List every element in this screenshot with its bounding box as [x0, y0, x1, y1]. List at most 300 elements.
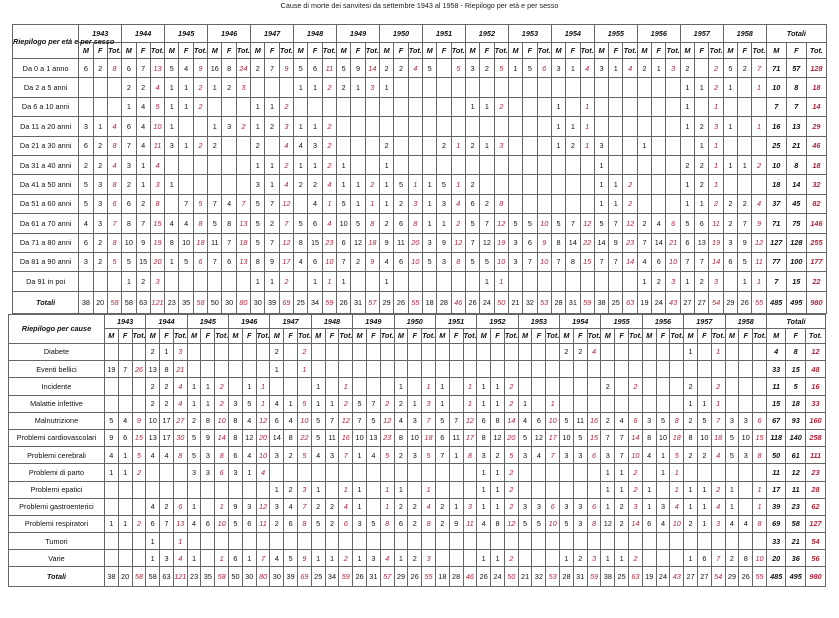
cell-f [449, 395, 463, 412]
cell-m: 6 [723, 252, 737, 271]
year-header: 1951 [435, 315, 476, 329]
cell-m [104, 344, 118, 361]
cell-tot: 2 [629, 481, 643, 498]
total-m: 50 [229, 567, 243, 587]
table-row [9, 533, 826, 550]
cell-f [573, 361, 587, 378]
cell-f [179, 175, 193, 194]
cell-tot: 8 [422, 515, 436, 532]
cell-m: 11 [208, 233, 222, 252]
row-total-tot: 82 [806, 194, 826, 213]
cell-m [477, 533, 491, 550]
cell-m: 2 [601, 378, 615, 395]
cell-tot [580, 78, 594, 97]
cell-f [93, 78, 107, 97]
cell-f: 7 [695, 252, 709, 271]
cell-tot [670, 550, 684, 567]
cell-f: 13 [366, 429, 380, 446]
row-total-f: 14 [786, 175, 806, 194]
cell-f: 8 [566, 252, 580, 271]
cell-m [229, 361, 243, 378]
cell-tot: 2 [132, 464, 146, 481]
sub-header-tot: Tot. [546, 329, 560, 344]
cell-m: 1 [601, 464, 615, 481]
total-tot: 63 [629, 567, 643, 587]
total-f: 24 [480, 291, 494, 313]
grand-total-tot: 980 [806, 291, 826, 313]
cell-tot: 2 [322, 117, 336, 136]
cell-m: 3 [270, 447, 284, 464]
row-total-f: 15 [786, 361, 806, 378]
sub-header-f: F [652, 43, 666, 59]
sub-header-tot: Tot. [193, 43, 207, 59]
total-f: 32 [532, 567, 546, 587]
cell-m [380, 117, 394, 136]
cell-tot: 1 [711, 395, 725, 412]
cell-f [566, 175, 580, 194]
sub-header-m: M [122, 43, 136, 59]
cell-tot [753, 361, 767, 378]
cell-tot [380, 344, 394, 361]
cell-m: 1 [270, 481, 284, 498]
cell-tot [408, 97, 422, 116]
row-total-tot: 46 [806, 136, 826, 155]
total-tot: 57 [365, 291, 379, 313]
year-header: 1954 [560, 315, 601, 329]
cell-m [551, 272, 565, 291]
sub-header-f: F [786, 329, 806, 344]
cell-tot: 20 [256, 429, 270, 446]
cell-m: 5 [294, 214, 308, 233]
cell-f: 1 [449, 447, 463, 464]
row-total-f: 100 [786, 252, 806, 271]
year-header: 1947 [270, 315, 311, 329]
cell-m: 5 [187, 447, 201, 464]
sub-header-tot: Tot. [150, 43, 164, 59]
cell-tot [451, 78, 465, 97]
cell-tot [236, 136, 250, 155]
cell-m [208, 155, 222, 174]
cell-f [437, 117, 451, 136]
cell-tot: 1 [463, 378, 477, 395]
cell-m: 1 [723, 155, 737, 174]
cell-f: 7 [136, 59, 150, 78]
cell-tot: 4 [322, 175, 336, 194]
cell-m [465, 155, 479, 174]
page-title: Cause di morte dei sanvitesi da settembre 1943 al 1958 - Riepilogo per età e per sesso [280, 1, 559, 10]
cell-tot: 1 [322, 272, 336, 291]
cell-tot [537, 175, 551, 194]
cell-tot: 4 [107, 155, 121, 174]
cell-m: 7 [337, 252, 351, 271]
total-tot: 121 [173, 567, 187, 587]
cell-tot: 2 [494, 97, 508, 116]
cell-tot: 10 [537, 252, 551, 271]
cell-tot [193, 117, 207, 136]
cell-f: 5 [573, 429, 587, 446]
cell-tot: 5 [132, 447, 146, 464]
cell-tot: 10 [408, 252, 422, 271]
cell-m: 4 [725, 515, 739, 532]
cell-tot [752, 97, 766, 116]
cell-tot: 10 [753, 550, 767, 567]
cell-f [325, 481, 339, 498]
cell-f: 8 [284, 429, 298, 446]
cell-f: 2 [394, 194, 408, 213]
cell-f: 2 [437, 136, 451, 155]
cell-f [609, 272, 623, 291]
cell-m: 2 [146, 378, 160, 395]
cell-tot [537, 194, 551, 213]
cell-f: 2 [265, 214, 279, 233]
row-total-tot: 255 [806, 233, 826, 252]
cell-tot: 8 [107, 175, 121, 194]
table-row [9, 378, 826, 395]
cell-m: 2 [684, 515, 698, 532]
sub-header-m: M [594, 43, 608, 59]
cell-tot: 8 [670, 412, 684, 429]
cell-m: 1 [165, 175, 179, 194]
cell-f: 1 [325, 395, 339, 412]
cell-tot [537, 155, 551, 174]
sub-header-tot: Tot. [322, 43, 336, 59]
cell-tot: 2 [504, 464, 518, 481]
cell-m [601, 344, 615, 361]
total-m: 28 [551, 291, 565, 313]
cell-m: 4 [104, 447, 118, 464]
cell-f: 7 [136, 214, 150, 233]
cell-tot [365, 136, 379, 155]
total-tot: 55 [752, 291, 766, 313]
cell-m: 1 [680, 175, 694, 194]
cell-f [739, 533, 753, 550]
cell-tot: 13 [173, 515, 187, 532]
row-label: Problemi cardiovascolari [9, 429, 105, 446]
row-label: Da 0 a 1 anno [13, 59, 79, 78]
cell-m [725, 395, 739, 412]
cell-tot [132, 481, 146, 498]
cell-tot: 6 [215, 464, 229, 481]
cell-tot [537, 78, 551, 97]
cell-tot: 5 [494, 59, 508, 78]
sub-header-f: F [491, 329, 505, 344]
sub-header-tot: Tot. [215, 329, 229, 344]
cell-f: 3 [242, 498, 256, 515]
cell-f: 1 [118, 447, 132, 464]
cell-m: 4 [165, 214, 179, 233]
cell-f [573, 464, 587, 481]
cell-tot [463, 550, 477, 567]
cell-f: 3 [739, 412, 753, 429]
cell-m [637, 175, 651, 194]
cell-m [684, 361, 698, 378]
total-f: 20 [118, 567, 132, 587]
cell-f: 5 [366, 412, 380, 429]
year-header: 1946 [208, 25, 251, 43]
cell-tot: 19 [494, 233, 508, 252]
cell-tot: 6 [193, 252, 207, 271]
cell-tot: 20 [408, 233, 422, 252]
cell-m: 1 [477, 498, 491, 515]
cell-m: 5 [208, 214, 222, 233]
cell-f: 5 [284, 550, 298, 567]
row-total-m: 16 [766, 117, 786, 136]
cell-f: 1 [179, 97, 193, 116]
cell-tot [666, 155, 680, 174]
cell-f: 7 [615, 447, 629, 464]
cell-m [642, 464, 656, 481]
cell-f [366, 533, 380, 550]
cell-f: 1 [308, 78, 322, 97]
cell-m: 1 [122, 272, 136, 291]
cell-m: 2 [251, 136, 265, 155]
cell-m: 6 [122, 59, 136, 78]
cell-tot: 12 [451, 233, 465, 252]
cell-tot: 2 [322, 155, 336, 174]
cell-tot [546, 344, 560, 361]
total-tot: 46 [451, 291, 465, 313]
cell-tot: 1 [215, 550, 229, 567]
cell-m: 6 [270, 412, 284, 429]
cell-m: 6 [122, 194, 136, 213]
cell-tot: 22 [298, 429, 312, 446]
sub-header-f: F [284, 329, 298, 344]
cell-tot: 11 [322, 59, 336, 78]
cell-tot: 7 [339, 447, 353, 464]
table-row [13, 272, 827, 291]
row-total-m: 11 [766, 378, 786, 395]
cell-m: 3 [187, 464, 201, 481]
cell-f: 1 [738, 155, 752, 174]
cell-m [394, 533, 408, 550]
cell-m: 3 [594, 136, 608, 155]
cell-m: 1 [270, 361, 284, 378]
cell-f: 5 [480, 252, 494, 271]
cell-tot [587, 481, 601, 498]
cell-m: 1 [187, 498, 201, 515]
cell-tot: 7 [256, 550, 270, 567]
cell-m: 7 [601, 429, 615, 446]
cell-tot: 4 [670, 498, 684, 515]
row-total-m: 71 [766, 59, 786, 78]
row-label: Problemi gastroenterici [9, 498, 105, 515]
cell-tot: 2 [623, 194, 637, 213]
cell-tot [107, 78, 121, 97]
cell-f [222, 175, 236, 194]
cell-m: 3 [79, 117, 93, 136]
cell-tot: 3 [236, 78, 250, 97]
cell-tot: 23 [322, 233, 336, 252]
row-total-f: 58 [786, 515, 806, 532]
sub-header-tot: Tot. [236, 43, 250, 59]
sub-header-f: F [160, 329, 174, 344]
row-label: Da 71 a 80 anni [13, 233, 79, 252]
cell-f: 8 [739, 550, 753, 567]
cell-m: 2 [294, 175, 308, 194]
cell-tot: 3 [422, 395, 436, 412]
cell-m [353, 378, 367, 395]
cell-f: 1 [609, 175, 623, 194]
cell-tot: 3 [709, 117, 723, 136]
sub-header-m: M [642, 329, 656, 344]
cell-tot: 12 [279, 194, 293, 213]
sub-header-f: F [118, 329, 132, 344]
total-f: 26 [394, 291, 408, 313]
cell-tot [451, 117, 465, 136]
sub-header-m: M [766, 43, 786, 59]
cell-f: 4 [615, 412, 629, 429]
cell-tot: 11 [463, 515, 477, 532]
cell-m: 6 [229, 550, 243, 567]
cell-tot: 15 [132, 429, 146, 446]
cell-m: 1 [122, 97, 136, 116]
cell-f [325, 464, 339, 481]
sub-header-tot: Tot. [666, 43, 680, 59]
cell-tot: 12 [339, 412, 353, 429]
cell-f: 1 [491, 395, 505, 412]
sub-header-tot: Tot. [806, 43, 826, 59]
sub-header-f: F [573, 329, 587, 344]
cell-m: 2 [723, 214, 737, 233]
cell-m [380, 97, 394, 116]
cell-m: 3 [518, 498, 532, 515]
cell-m [560, 533, 574, 550]
row-label: Problemi epatici [9, 481, 105, 498]
cell-m: 5 [551, 214, 565, 233]
cell-f: 7 [222, 233, 236, 252]
cell-m: 7 [551, 252, 565, 271]
cell-tot: 14 [629, 515, 643, 532]
cell-m: 4 [637, 252, 651, 271]
cell-tot: 1 [463, 395, 477, 412]
cell-tot [546, 533, 560, 550]
cell-f: 6 [308, 214, 322, 233]
cell-m: 4 [294, 252, 308, 271]
cell-tot: 20 [504, 429, 518, 446]
row-total-m: 10 [766, 78, 786, 97]
cell-f: 2 [222, 78, 236, 97]
cell-f: 6 [222, 252, 236, 271]
grand-total-tot: 980 [805, 567, 825, 587]
total-tot: 63 [623, 291, 637, 313]
sub-header-m: M [146, 329, 160, 344]
cell-tot: 8 [298, 515, 312, 532]
cell-f [325, 361, 339, 378]
cell-m: 2 [684, 447, 698, 464]
cell-f [523, 175, 537, 194]
cell-tot [580, 194, 594, 213]
cell-m: 1 [394, 378, 408, 395]
row-total-m: 7 [766, 97, 786, 116]
table-row [13, 233, 827, 252]
cell-f [449, 378, 463, 395]
cell-m: 6 [79, 59, 93, 78]
sub-header-m: M [380, 43, 394, 59]
cell-f: 10 [656, 429, 670, 446]
cell-tot [408, 136, 422, 155]
cell-tot: 2 [339, 395, 353, 412]
cell-m: 1 [380, 155, 394, 174]
sub-header-m: M [229, 329, 243, 344]
cell-tot [408, 78, 422, 97]
cell-m [104, 550, 118, 567]
cell-m [435, 464, 449, 481]
year-header: 1949 [353, 315, 394, 329]
total-tot: 59 [580, 291, 594, 313]
cell-m [680, 136, 694, 155]
cell-f [697, 464, 711, 481]
cell-tot [339, 361, 353, 378]
cell-f: 1 [201, 378, 215, 395]
cell-tot: 8 [587, 515, 601, 532]
row-total-m: 33 [766, 361, 786, 378]
year-header: 1945 [187, 315, 228, 329]
sub-header-tot: Tot. [587, 329, 601, 344]
year-header: 1958 [725, 315, 766, 329]
year-header: 1943 [79, 25, 122, 43]
cell-m: 1 [187, 378, 201, 395]
cell-tot: 14 [504, 412, 518, 429]
cell-f [697, 361, 711, 378]
total-m: 30 [270, 567, 284, 587]
cell-f: 1 [566, 117, 580, 136]
total-f: 63 [160, 567, 174, 587]
cell-f [284, 361, 298, 378]
cell-m: 7 [435, 447, 449, 464]
cell-m: 3 [79, 252, 93, 271]
cell-m: 2 [251, 59, 265, 78]
cell-f: 1 [491, 378, 505, 395]
cell-m: 1 [353, 447, 367, 464]
cell-f [523, 97, 537, 116]
row-total-tot: 48 [805, 361, 825, 378]
cell-tot: 14 [365, 59, 379, 78]
cell-tot: 1 [670, 481, 684, 498]
cell-tot [451, 97, 465, 116]
cell-tot: 3 [629, 498, 643, 515]
cell-m [560, 378, 574, 395]
cell-tot [132, 550, 146, 567]
grand-total-m: 485 [766, 291, 786, 313]
cell-tot [322, 97, 336, 116]
cell-f: 4 [366, 447, 380, 464]
sub-header-m: M [684, 329, 698, 344]
cell-m: 5 [311, 412, 325, 429]
cell-m: 5 [422, 59, 436, 78]
cell-tot: 2 [193, 97, 207, 116]
cell-f: 3 [573, 515, 587, 532]
cell-f [160, 533, 174, 550]
cell-tot [408, 272, 422, 291]
cell-tot: 2 [504, 550, 518, 567]
cell-tot [380, 361, 394, 378]
cell-f: 9 [265, 252, 279, 271]
cell-tot [580, 272, 594, 291]
cell-f: 1 [480, 272, 494, 291]
cell-m [422, 272, 436, 291]
cell-m [594, 78, 608, 97]
cell-m [422, 155, 436, 174]
cell-f [394, 136, 408, 155]
cell-m: 7 [353, 412, 367, 429]
cell-tot [380, 533, 394, 550]
cell-m [435, 344, 449, 361]
cell-m: 5 [229, 515, 243, 532]
cell-m: 3 [422, 233, 436, 252]
row-total-f: 8 [786, 344, 806, 361]
sub-header-tot: Tot. [339, 329, 353, 344]
cell-f [652, 117, 666, 136]
